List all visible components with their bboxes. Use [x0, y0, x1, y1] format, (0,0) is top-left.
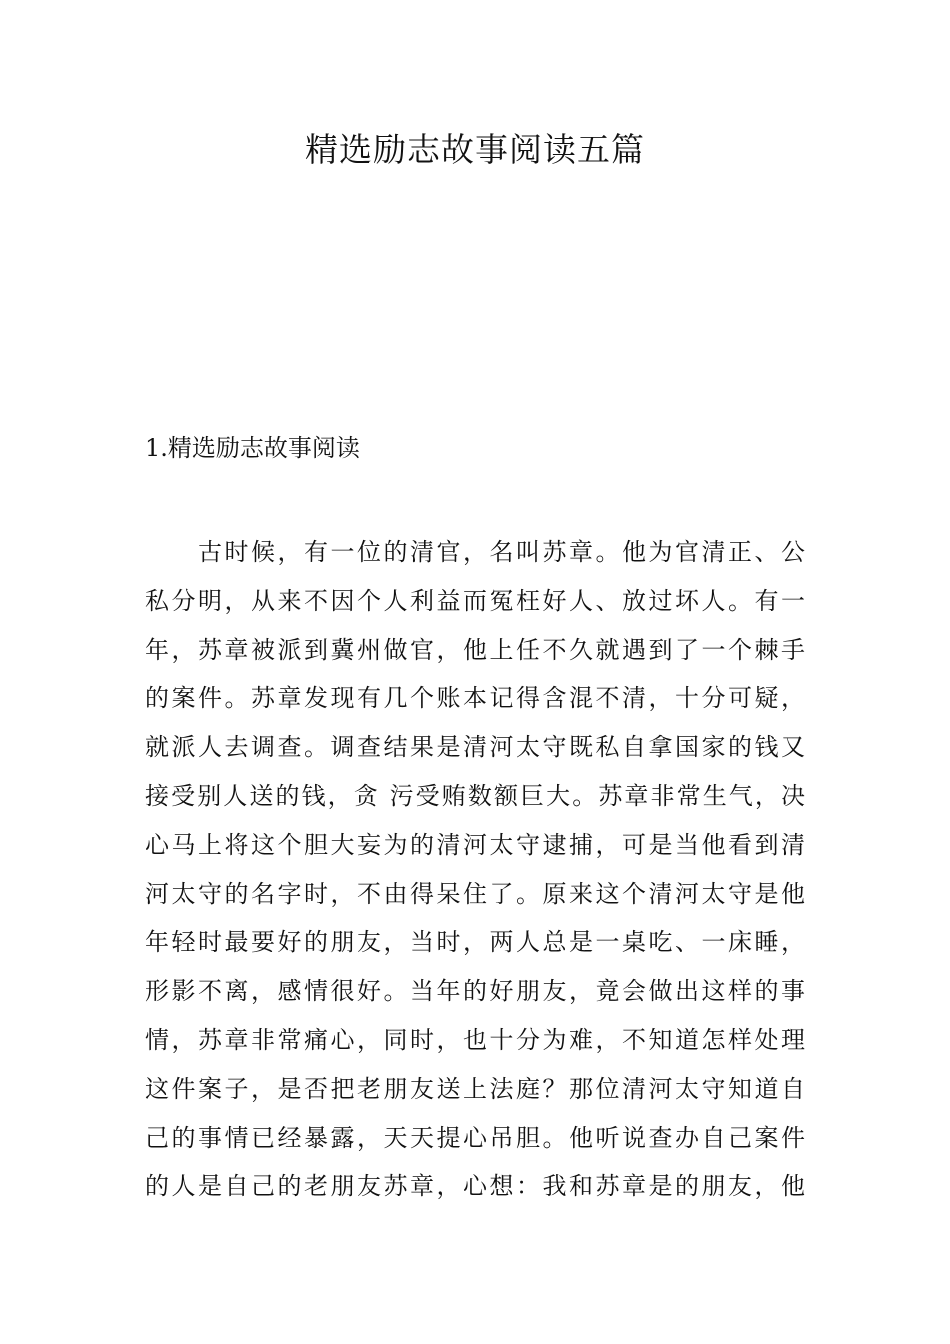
paragraph-line: 这件案子，是否把老朋友送上法庭？那位清河太守知道自 [145, 1074, 805, 1103]
paragraph-line: 就派人去调查。调查结果是清河太守既私自拿国家的钱又 [145, 733, 805, 762]
section-heading: 1.精选励志故事阅读 [145, 434, 360, 462]
paragraph-line: 私分明，从来不因个人利益而冤枉好人、放过坏人。有一 [145, 586, 805, 615]
paragraph-line: 河太守的名字时，不由得呆住了。原来这个清河太守是他 [145, 879, 805, 908]
paragraph-line: 形影不离，感情很好。当年的好朋友，竟会做出这样的事 [145, 977, 805, 1006]
paragraph-line: 的案件。苏章发现有几个账本记得含混不清，十分可疑， [145, 684, 805, 713]
paragraph-line: 的人是自己的老朋友苏章，心想：我和苏章是的朋友，他 [145, 1172, 805, 1201]
paragraph-line: 年，苏章被派到冀州做官，他上任不久就遇到了一个棘手 [145, 635, 805, 664]
paragraph-line: 古时候，有一位的清官，名叫苏章。他为官清正、公 [145, 538, 805, 566]
story-paragraph [145, 528, 805, 1211]
paragraph-line: 情，苏章非常痛心，同时，也十分为难，不知道怎样处理 [145, 1025, 805, 1054]
paragraph-line: 接受别人送的钱，贪 污受贿数额巨大。苏章非常生气，决 [145, 781, 805, 810]
document-title: 精选励志故事阅读五篇 [305, 130, 645, 169]
paragraph-line: 己的事情已经暴露，天天提心吊胆。他听说查办自己案件 [145, 1123, 805, 1152]
paragraph-line: 年轻时最要好的朋友，当时，两人总是一桌吃、一床睡， [145, 928, 805, 957]
paragraph-line: 心马上将这个胆大妄为的清河太守逮捕，可是当他看到清 [145, 830, 805, 859]
